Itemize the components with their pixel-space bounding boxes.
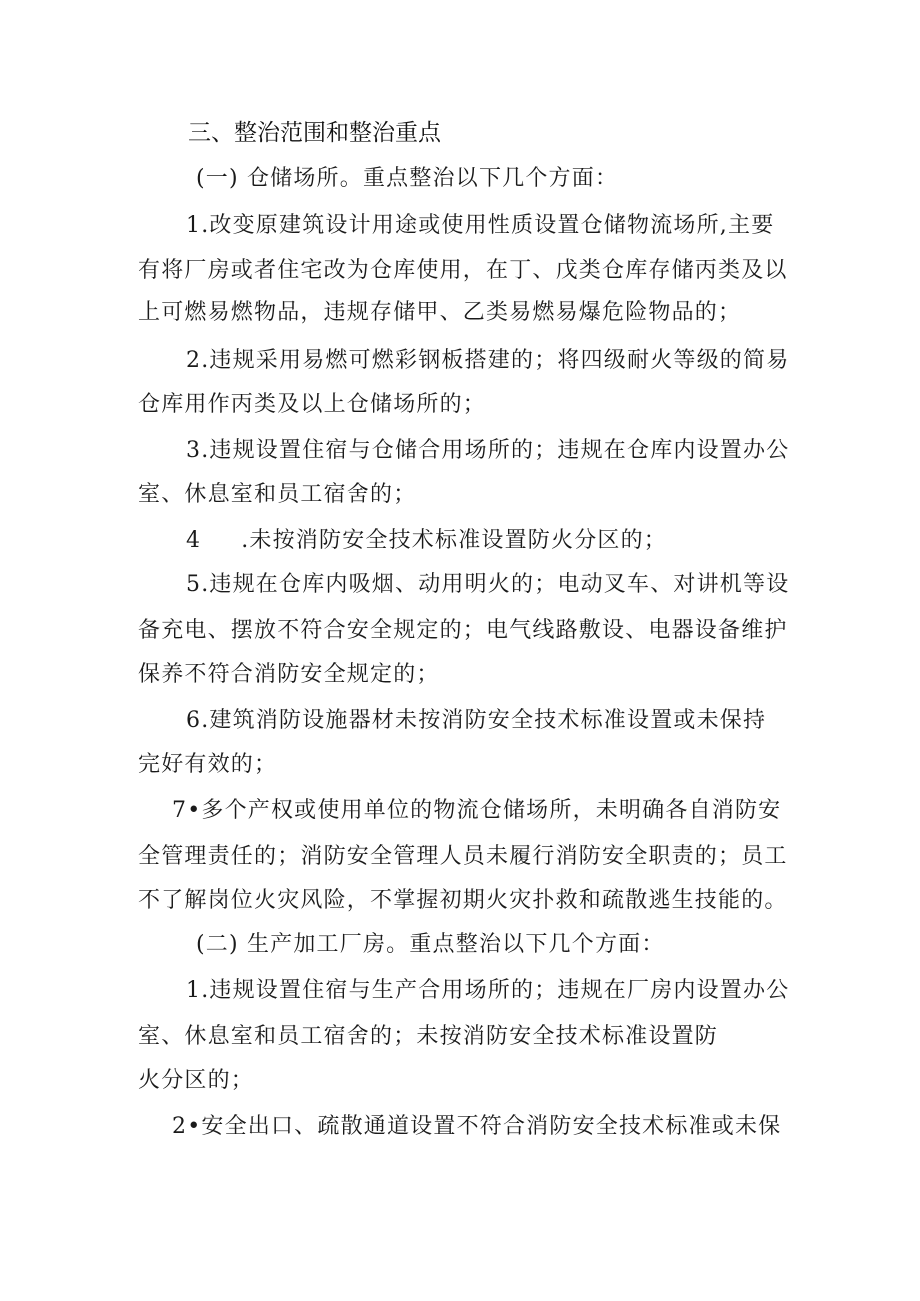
list-item-line xyxy=(172,1112,781,1142)
list-item-line: 火分区的； xyxy=(138,1068,255,1093)
list-item-line: 完好有效的； xyxy=(138,752,278,777)
list-item-line xyxy=(186,211,774,241)
list-item-line xyxy=(172,796,781,826)
item-text: .改变原建筑设计用途或使用性质设置仓储物流场所,主要 xyxy=(201,213,775,238)
subsection-heading-2: (二) 生产加工厂房。重点整治以下几个方面： xyxy=(196,932,665,957)
item-number: 1 xyxy=(186,978,202,1003)
list-item-line: 上可燃易燃物品，违规存储甲、乙类易燃易爆危险物品的； xyxy=(138,300,742,325)
item-text: 多个产权或使用单位的物流仓储场所，未明确各自消防安 xyxy=(201,798,782,823)
list-item-line: 全管理责任的；消防安全管理人员未履行消防安全职责的；员工 xyxy=(138,844,788,869)
section-heading: 三、整治范围和整治重点 xyxy=(188,120,441,146)
item-number: 7• xyxy=(172,798,202,823)
list-item-line: 保养不符合消防安全规定的； xyxy=(138,662,440,687)
item-number: 5 xyxy=(186,572,202,597)
list-item-line: 室、休息室和员工宿舍的；未按消防安全技术标准设置防 xyxy=(138,1024,719,1049)
item-number: 2• xyxy=(172,1114,202,1139)
item-number: 1 xyxy=(186,213,202,238)
item-text: .违规设置住宿与仓储合用场所的；违规在仓库内设置办公 xyxy=(201,438,790,463)
list-item-line xyxy=(186,570,789,600)
item-text: .未按消防安全技术标准设置防火分区的； xyxy=(241,528,667,553)
item-text: .建筑消防设施器材未按消防安全技术标准设置或未保持 xyxy=(201,708,767,733)
item-number: 6 xyxy=(186,708,202,733)
item-text: .违规设置住宿与生产合用场所的；违规在厂房内设置办公 xyxy=(201,978,790,1003)
item-text: .违规采用易燃可燃彩钢板搭建的；将四级耐火等级的简易 xyxy=(201,348,790,373)
item-number: 4 xyxy=(186,528,202,553)
list-item-line xyxy=(186,526,667,556)
list-item-line: 仓库用作丙类及以上仓储场所的； xyxy=(138,392,487,417)
item-number: 2 xyxy=(186,348,202,373)
item-text: 安全出口、疏散通道设置不符合消防安全技术标准或未保 xyxy=(201,1114,782,1139)
subsection-heading-1: (一) 仓储场所。重点整治以下几个方面： xyxy=(196,166,619,191)
list-item-line xyxy=(186,346,789,376)
list-item-line xyxy=(186,976,789,1006)
list-item-line: 有将厂房或者住宅改为仓库使用，在丁、戊类仓库存储丙类及以 xyxy=(138,258,788,283)
list-item-line xyxy=(186,706,766,736)
list-item-line: 备充电、摆放不符合安全规定的；电气线路敷设、电器设备维护 xyxy=(138,618,788,643)
item-text: .违规在仓库内吸烟、动用明火的；电动叉车、对讲机等设 xyxy=(201,572,790,597)
list-item-line xyxy=(186,436,789,466)
list-item-line: 室、休息室和员工宿舍的； xyxy=(138,482,417,507)
list-item-line: 不了解岗位火灾风险，不掌握初期火灾扑救和疏散逃生技能的。 xyxy=(138,888,788,913)
item-number: 3 xyxy=(186,438,202,463)
